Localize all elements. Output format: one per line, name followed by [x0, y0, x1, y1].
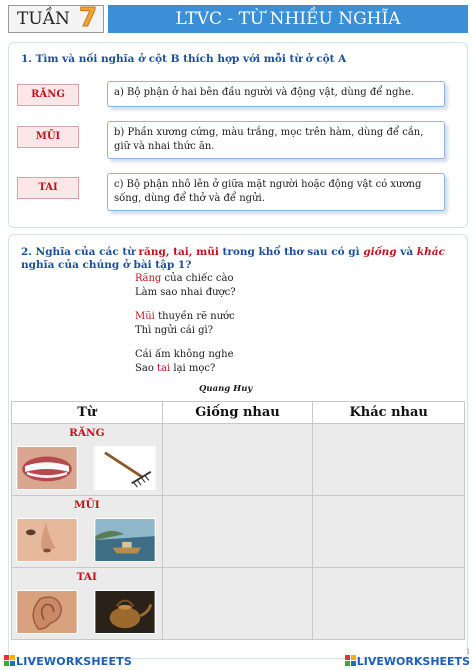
meaning-box-b[interactable]: b) Phần xương cứng, màu trắng, mọc trên hàm, dùng để cắn, giữ và nhai thức ăn. — [107, 121, 445, 159]
footer-brand-right[interactable] — [345, 655, 470, 668]
table-row-rang — [12, 424, 465, 496]
poem-line — [135, 349, 234, 360]
exercise-1-panel — [8, 42, 468, 228]
poem-keyword: Mũi — [135, 311, 155, 322]
poem-author: Quang Huy — [199, 384, 253, 394]
word-cell-mui — [12, 496, 163, 568]
poem-line: Sao tai lại mọc? — [135, 363, 216, 374]
rake-image — [94, 446, 156, 490]
poem-line — [135, 287, 236, 298]
exercise-1-title: 1. Tìm và nối nghĩa ở cột B thích hợp với mỗi từ ở cột A — [21, 53, 347, 65]
title-part-3: nghĩa của chúng ở bài tập 1? — [21, 259, 192, 271]
teeth-image — [16, 446, 78, 490]
row-word-mui: MŨI — [73, 499, 100, 511]
table-row-mui — [12, 496, 465, 568]
poem-text: Cái ấm không nghe — [135, 349, 234, 360]
word-cell-rang — [12, 424, 163, 496]
title-same: giống — [363, 246, 397, 258]
same-cell-mui[interactable] — [162, 496, 313, 568]
diff-cell-tai[interactable] — [313, 568, 465, 640]
table-header-row — [12, 402, 465, 424]
footer-brand-text: LIVEWORKSHEETS — [16, 655, 132, 668]
title-part-2: trong khổ thơ sau có gì — [218, 246, 364, 258]
meaning-box-a[interactable]: a) Bộ phận ở hai bên đầu người và động vật, dùng để nghe. — [107, 81, 445, 107]
table-row-tai — [12, 568, 465, 640]
liveworksheets-logo-icon — [4, 655, 15, 666]
poem-text: thuyền rẽ nước — [154, 311, 235, 322]
poem-keyword: Răng — [135, 273, 162, 284]
meaning-box-c[interactable]: c) Bộ phận nhô lên ở giữa mặt người hoặc động vật có xương sống, dùng để thở và để ngửi. — [107, 173, 445, 211]
poem-line — [135, 273, 233, 284]
row-word-rang: RĂNG — [69, 427, 105, 439]
same-cell-rang[interactable] — [162, 424, 313, 496]
title-and: và — [396, 246, 417, 258]
diff-cell-rang[interactable] — [313, 424, 465, 496]
footer-brand-text: LIVEWORKSHEETS — [356, 655, 470, 668]
word-box-rang[interactable]: RĂNG — [17, 84, 79, 106]
column-header-word: Từ — [12, 402, 163, 424]
teapot-image — [94, 590, 156, 634]
row-word-tai: TAI — [76, 571, 97, 583]
page-title: LTVC - TỪ NHIỀU NGHĨA — [108, 5, 468, 33]
boat-image — [94, 518, 156, 562]
nose-image — [16, 518, 78, 562]
week-badge — [8, 5, 104, 33]
exercise-2-title — [21, 246, 461, 272]
comparison-table — [11, 401, 465, 640]
word-box-mui[interactable]: MŨI — [17, 126, 79, 148]
poem-line — [135, 311, 235, 322]
poem-text: Làm sao nhai được? — [135, 287, 236, 298]
ear-image — [16, 590, 78, 634]
title-diff: khác — [416, 246, 445, 258]
title-words: răng, tai, mũi — [138, 246, 219, 258]
week-label: TUẦN — [17, 9, 70, 29]
title-part-1: 2. Nghĩa của các từ — [21, 246, 139, 258]
poem-line — [135, 325, 213, 336]
exercise-2-panel — [8, 234, 471, 659]
page-header — [0, 0, 474, 38]
footer-brand-left[interactable] — [4, 655, 132, 668]
poem-text: Thì ngửi cái gì? — [135, 325, 214, 336]
week-number: 7 — [79, 3, 98, 33]
word-cell-tai — [12, 568, 163, 640]
diff-cell-mui[interactable] — [313, 496, 465, 568]
poem-keyword: tai — [157, 363, 171, 374]
word-box-tai[interactable]: TAI — [17, 177, 79, 199]
page-number: 1 — [466, 648, 471, 656]
poem-text: của chiếc cào — [161, 273, 234, 284]
liveworksheets-logo-icon — [345, 655, 356, 666]
column-header-same: Giống nhau — [162, 402, 313, 424]
same-cell-tai[interactable] — [162, 568, 313, 640]
column-header-diff: Khác nhau — [313, 402, 465, 424]
